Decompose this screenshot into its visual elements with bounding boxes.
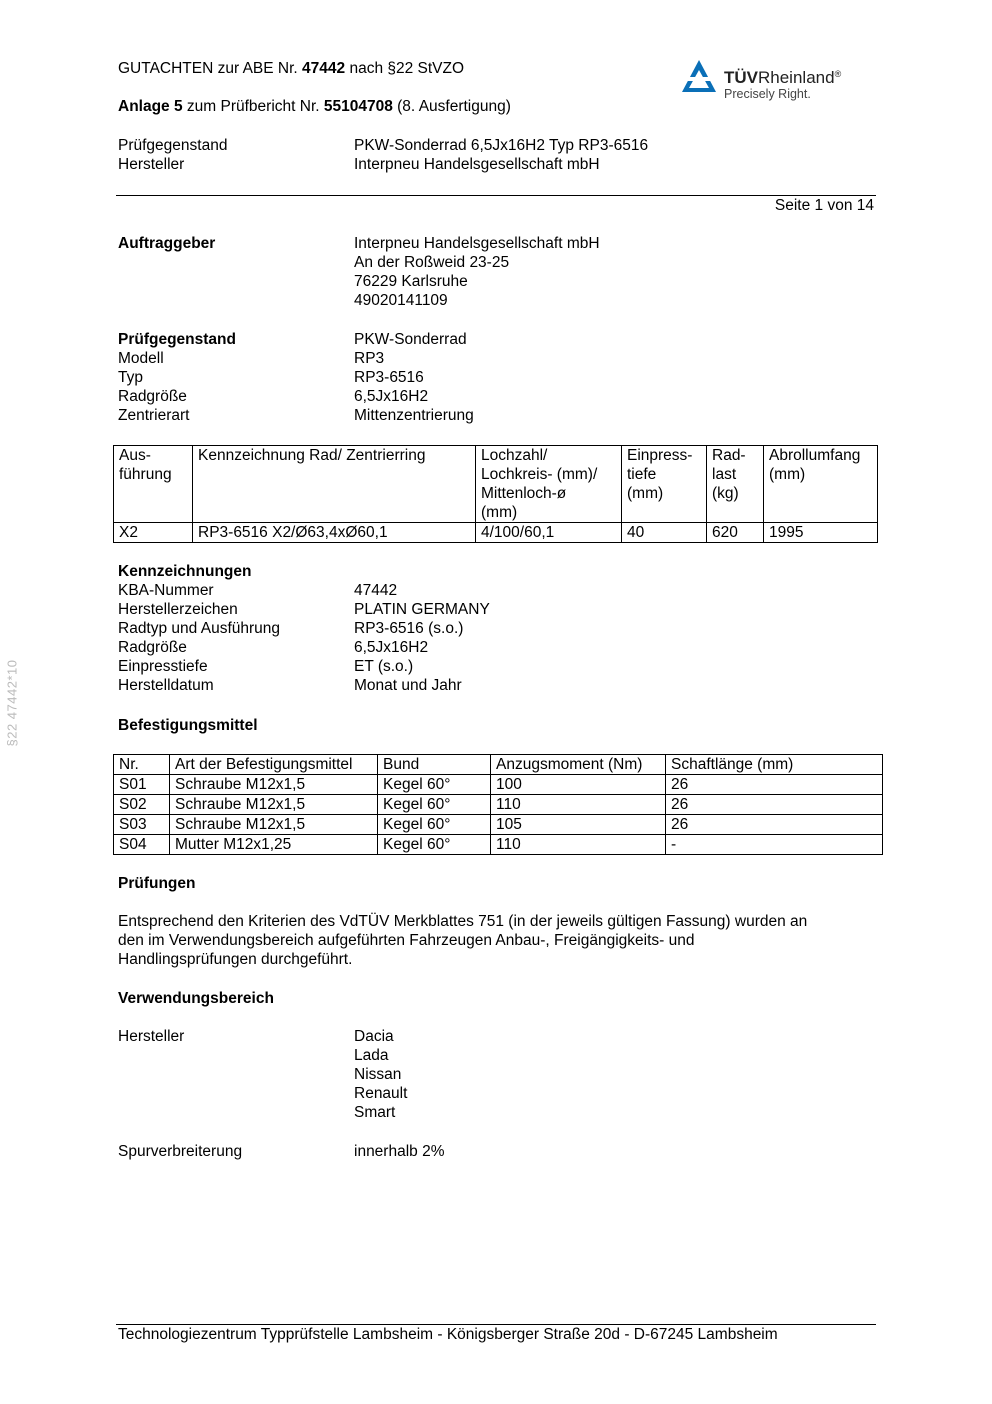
manufacturer-row (118, 1046, 898, 1065)
test-object-label: Zentrierart (118, 407, 190, 424)
test-object-row (118, 349, 898, 368)
logo-brand (724, 64, 841, 88)
manufacturer-item: Dacia (354, 1028, 394, 1045)
markings-label: Radtyp und Ausführung (118, 620, 281, 637)
markings-row (118, 638, 898, 657)
tuv-rheinland-logo (680, 54, 870, 106)
test-object-label: Radgröße (118, 388, 187, 405)
table-cell: Schraube M12x1,5 (170, 795, 378, 815)
manufacturer-list-block (118, 1027, 898, 1122)
paragraph-line: den im Verwendungsbereich aufgeführten Fahrzeugen Anbau-, Freigängigkeits- und (118, 932, 695, 949)
registered-mark: ® (834, 69, 842, 79)
table-cell: 4/100/60,1 (476, 523, 622, 543)
test-object-title-value: PKW-Sonderrad (354, 331, 467, 348)
markings-title: Kennzeichnungen (118, 563, 252, 580)
table-cell: Schraube M12x1,5 (170, 775, 378, 795)
table-row (114, 835, 883, 855)
report-subtitle (118, 97, 511, 116)
table-cell: 26 (666, 815, 883, 835)
client-title: Auftraggeber (118, 235, 216, 252)
table-header-row (114, 446, 878, 523)
table-cell: 110 (491, 795, 666, 815)
test-object-value: Mittenzentrierung (354, 407, 474, 424)
markings-value: Monat und Jahr (354, 677, 462, 694)
manufacturer-item: Lada (354, 1047, 389, 1064)
test-object-block (118, 330, 898, 425)
table-cell: Kegel 60° (378, 775, 491, 795)
markings-row (118, 581, 898, 600)
page-number: Seite 1 von 14 (774, 197, 874, 214)
markings-value: RP3-6516 (s.o.) (354, 620, 464, 637)
track-widening-label: Spurverbreiterung (118, 1143, 243, 1160)
markings-value: 6,5Jx16H2 (354, 639, 429, 656)
logo-brand-rest: Rheinland (758, 68, 835, 87)
table-cell: X2 (114, 523, 193, 543)
markings-row (118, 600, 898, 619)
summary-value: PKW-Sonderrad 6,5Jx16H2 Typ RP3-6516 (354, 137, 649, 154)
manufacturer-row (118, 1065, 898, 1084)
manufacturer-item: Nissan (354, 1066, 402, 1083)
table-header-cell: Rad- last (kg) (707, 446, 764, 523)
table-cell: 26 (666, 795, 883, 815)
table-cell: Kegel 60° (378, 815, 491, 835)
track-widening-value: innerhalb 2% (354, 1143, 445, 1160)
markings-title-row (118, 562, 898, 581)
header-divider (116, 195, 876, 196)
table-cell: S01 (114, 775, 170, 795)
client-row (118, 291, 898, 310)
side-reference-code (2, 650, 22, 756)
manufacturer-item: Smart (354, 1104, 396, 1121)
markings-row (118, 676, 898, 695)
table-cell: - (666, 835, 883, 855)
tests-title: Prüfungen (118, 875, 196, 892)
client-row (118, 272, 898, 291)
subtitle-mid: zum Prüfbericht Nr. (182, 98, 324, 115)
table-row (114, 815, 883, 835)
fasteners-table (113, 754, 883, 855)
test-object-title: Prüfgegenstand (118, 331, 236, 348)
paragraph-line: Handlingsprüfungen durchgeführt. (118, 951, 353, 968)
table-cell: 620 (707, 523, 764, 543)
markings-label: Herstellerzeichen (118, 601, 238, 618)
client-row (118, 234, 898, 253)
table-cell: S02 (114, 795, 170, 815)
client-line: 49020141109 (354, 292, 448, 309)
test-object-row (118, 387, 898, 406)
table-header-cell: Lochzahl/ Lochkreis- (mm)/ Mittenloch-ø (mm) (476, 446, 622, 523)
table-header-cell: Einpress- tiefe (mm) (622, 446, 707, 523)
summary-label: Hersteller (118, 156, 185, 173)
table-cell: 105 (491, 815, 666, 835)
table-cell: Kegel 60° (378, 835, 491, 855)
manufacturer-row (118, 1103, 898, 1122)
title-prefix: GUTACHTEN zur ABE Nr. (118, 60, 303, 77)
tuv-triangle-icon (680, 58, 718, 94)
logo-brand-bold: TÜV (724, 68, 758, 87)
summary-row (118, 155, 898, 174)
table-row (114, 523, 878, 543)
scope-title: Verwendungsbereich (118, 990, 274, 1007)
test-object-row (118, 406, 898, 425)
summary-value: Interpneu Handelsgesellschaft mbH (354, 156, 600, 173)
annex-label: Anlage 5 (118, 98, 183, 115)
table-cell: Kegel 60° (378, 795, 491, 815)
table-header-cell: Anzugsmoment (Nm) (491, 755, 666, 775)
markings-value: 47442 (354, 582, 398, 599)
table-cell: RP3-6516 X2/Ø63,4xØ60,1 (193, 523, 476, 543)
test-object-value: 6,5Jx16H2 (354, 388, 429, 405)
markings-label: Herstelldatum (118, 677, 214, 694)
test-report-number: 55104708 (323, 98, 393, 115)
table-cell: Mutter M12x1,25 (170, 835, 378, 855)
manufacturer-label: Hersteller (118, 1028, 185, 1045)
client-line: Interpneu Handelsgesellschaft mbH (354, 235, 600, 252)
report-title (118, 59, 464, 78)
table-header-cell: Schaftlänge (mm) (666, 755, 883, 775)
table-header-cell: Abrollumfang (mm) (764, 446, 878, 523)
footer-address: Technologiezentrum Typprüfstelle Lambsheim - Königsberger Straße 20d - D-67245 Lambsheim (118, 1326, 778, 1343)
client-line: 76229 Karlsruhe (354, 273, 468, 290)
subtitle-suffix: (8. Ausfertigung) (392, 98, 511, 115)
table-header-cell: Nr. (114, 755, 170, 775)
test-object-row (118, 368, 898, 387)
title-suffix: nach §22 StVZO (345, 60, 465, 77)
table-cell: Schraube M12x1,5 (170, 815, 378, 835)
logo-tagline: Precisely Right. (724, 87, 811, 101)
paragraph-line: Entsprechend den Kriterien des VdTÜV Merkblattes 751 (in der jeweils gültigen Fassung) wurden an (118, 913, 808, 930)
table-header-cell: Art der Befestigungsmittel (170, 755, 378, 775)
test-object-value: RP3-6516 (354, 369, 424, 386)
client-row (118, 253, 898, 272)
fasteners-title: Befestigungsmittel (118, 717, 258, 734)
abe-number: 47442 (302, 60, 346, 77)
table-cell: S03 (114, 815, 170, 835)
summary-label: Prüfgegenstand (118, 137, 228, 154)
client-block (118, 234, 898, 310)
markings-value: ET (s.o.) (354, 658, 414, 675)
table-header-cell: Bund (378, 755, 491, 775)
table-cell: 1995 (764, 523, 878, 543)
table-header-cell: Kennzeichnung Rad/ Zentrierring (193, 446, 476, 523)
track-widening-row (118, 1142, 898, 1161)
client-line: An der Roßweid 23-25 (354, 254, 510, 271)
manufacturer-row (118, 1084, 898, 1103)
markings-label: KBA-Nummer (118, 582, 214, 599)
summary-row (118, 136, 898, 155)
table-cell: 40 (622, 523, 707, 543)
markings-block (118, 562, 898, 695)
tests-paragraph (118, 912, 878, 969)
summary-block (118, 136, 898, 174)
test-object-row (118, 330, 898, 349)
manufacturer-row (118, 1027, 898, 1046)
table-cell: S04 (114, 835, 170, 855)
table-row (114, 795, 883, 815)
markings-label: Radgröße (118, 639, 187, 656)
wheel-spec-table (113, 445, 878, 543)
table-header-cell: Aus- führung (114, 446, 193, 523)
side-reference-text: §22 47442*10 (4, 659, 20, 747)
table-cell: 26 (666, 775, 883, 795)
table-row (114, 775, 883, 795)
markings-label: Einpresstiefe (118, 658, 208, 675)
test-object-label: Modell (118, 350, 164, 367)
table-header-row (114, 755, 883, 775)
table-cell: 110 (491, 835, 666, 855)
manufacturer-item: Renault (354, 1085, 408, 1102)
test-object-value: RP3 (354, 350, 385, 367)
test-object-label: Typ (118, 369, 143, 386)
markings-row (118, 657, 898, 676)
markings-value: PLATIN GERMANY (354, 601, 490, 618)
track-widening-block (118, 1142, 898, 1161)
table-cell: 100 (491, 775, 666, 795)
markings-row (118, 619, 898, 638)
